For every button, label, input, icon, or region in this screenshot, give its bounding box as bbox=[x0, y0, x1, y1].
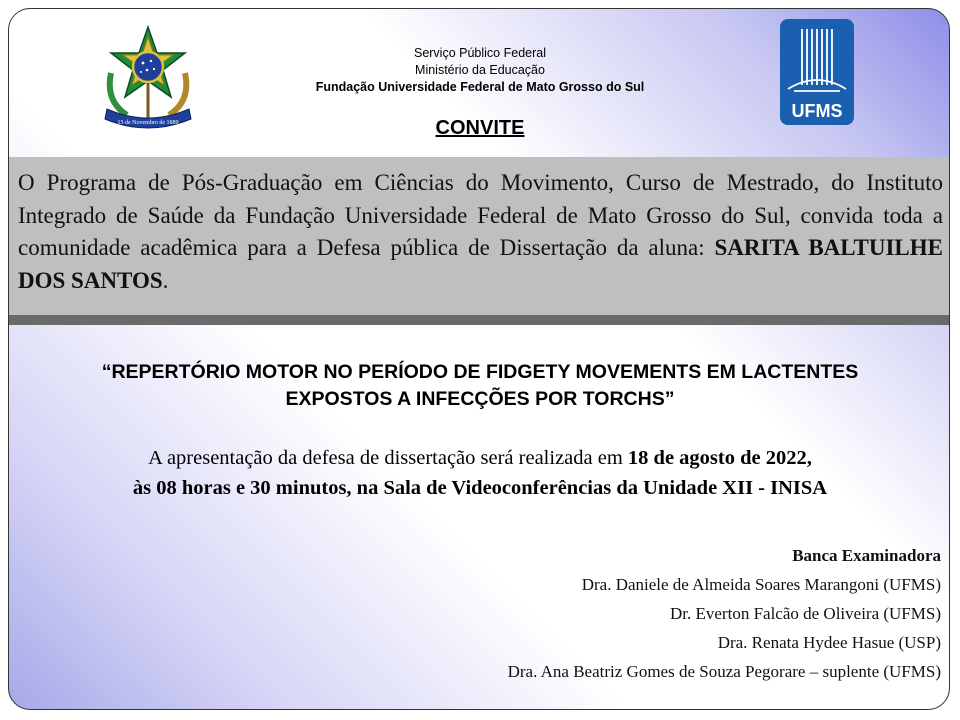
invitation-heading: CONVITE bbox=[435, 117, 525, 139]
defense-details: às 08 horas e 30 minutos, na Sala de Videoconferências da Unidade XII - INISA bbox=[132, 477, 828, 499]
defense-info-prefix: A apresentação da defesa de dissertação será realizada em bbox=[148, 447, 628, 469]
board-member: Dra. Renata Hydee Hasue (USP) bbox=[717, 633, 941, 652]
board-member: Dra. Daniele de Almeida Soares Marangoni (UFMS) bbox=[581, 575, 941, 594]
dissertation-title-line2: EXPOSTOS A INFECÇÕES POR TORCHS” bbox=[285, 388, 675, 410]
invitation-slide bbox=[8, 8, 950, 710]
divider-bar bbox=[9, 315, 950, 325]
intro-paragraph bbox=[18, 167, 943, 297]
header bbox=[9, 9, 949, 159]
ufms-logo-text: UFMS bbox=[791, 101, 843, 121]
intro-end: . bbox=[162, 267, 169, 293]
dissertation-title-line1: “REPERTÓRIO MOTOR NO PERÍODO DE FIDGETY MOVEMENTS EM LACTENTES bbox=[101, 361, 859, 383]
defense-date: 18 de agosto de 2022, bbox=[627, 447, 812, 469]
board-member: Dra. Ana Beatriz Gomes de Souza Pegorare – suplente (UFMS) bbox=[507, 662, 941, 681]
intro-text: O Programa de Pós-Graduação em Ciências do Movimento, Curso de Mestrado, do Instituto Integrado de Saúde da Fundação Universidade Federal de Mato Grosso do Sul, convida toda a comunidade acadêmica para a Defesa pública de Dissertação da aluna: bbox=[18, 170, 943, 260]
ufms-logo bbox=[780, 19, 854, 125]
examining-board bbox=[508, 541, 941, 686]
header-line-service: Serviço Público Federal bbox=[413, 46, 546, 60]
intro-panel bbox=[9, 157, 950, 319]
header-line-ministry: Ministério da Educação bbox=[415, 63, 545, 77]
dissertation-title bbox=[29, 359, 931, 413]
student-name: SARITA BALTUILHE DOS SANTOS bbox=[18, 235, 943, 293]
board-member: Dr. Everton Falcão de Oliveira (UFMS) bbox=[670, 604, 941, 623]
defense-info bbox=[59, 443, 901, 503]
examining-board-heading: Banca Examinadora bbox=[792, 546, 941, 565]
header-line-university: Fundação Universidade Federal de Mato Grosso do Sul bbox=[315, 80, 645, 94]
crest-motto: 15 de Novembro de 1889 bbox=[117, 120, 179, 126]
